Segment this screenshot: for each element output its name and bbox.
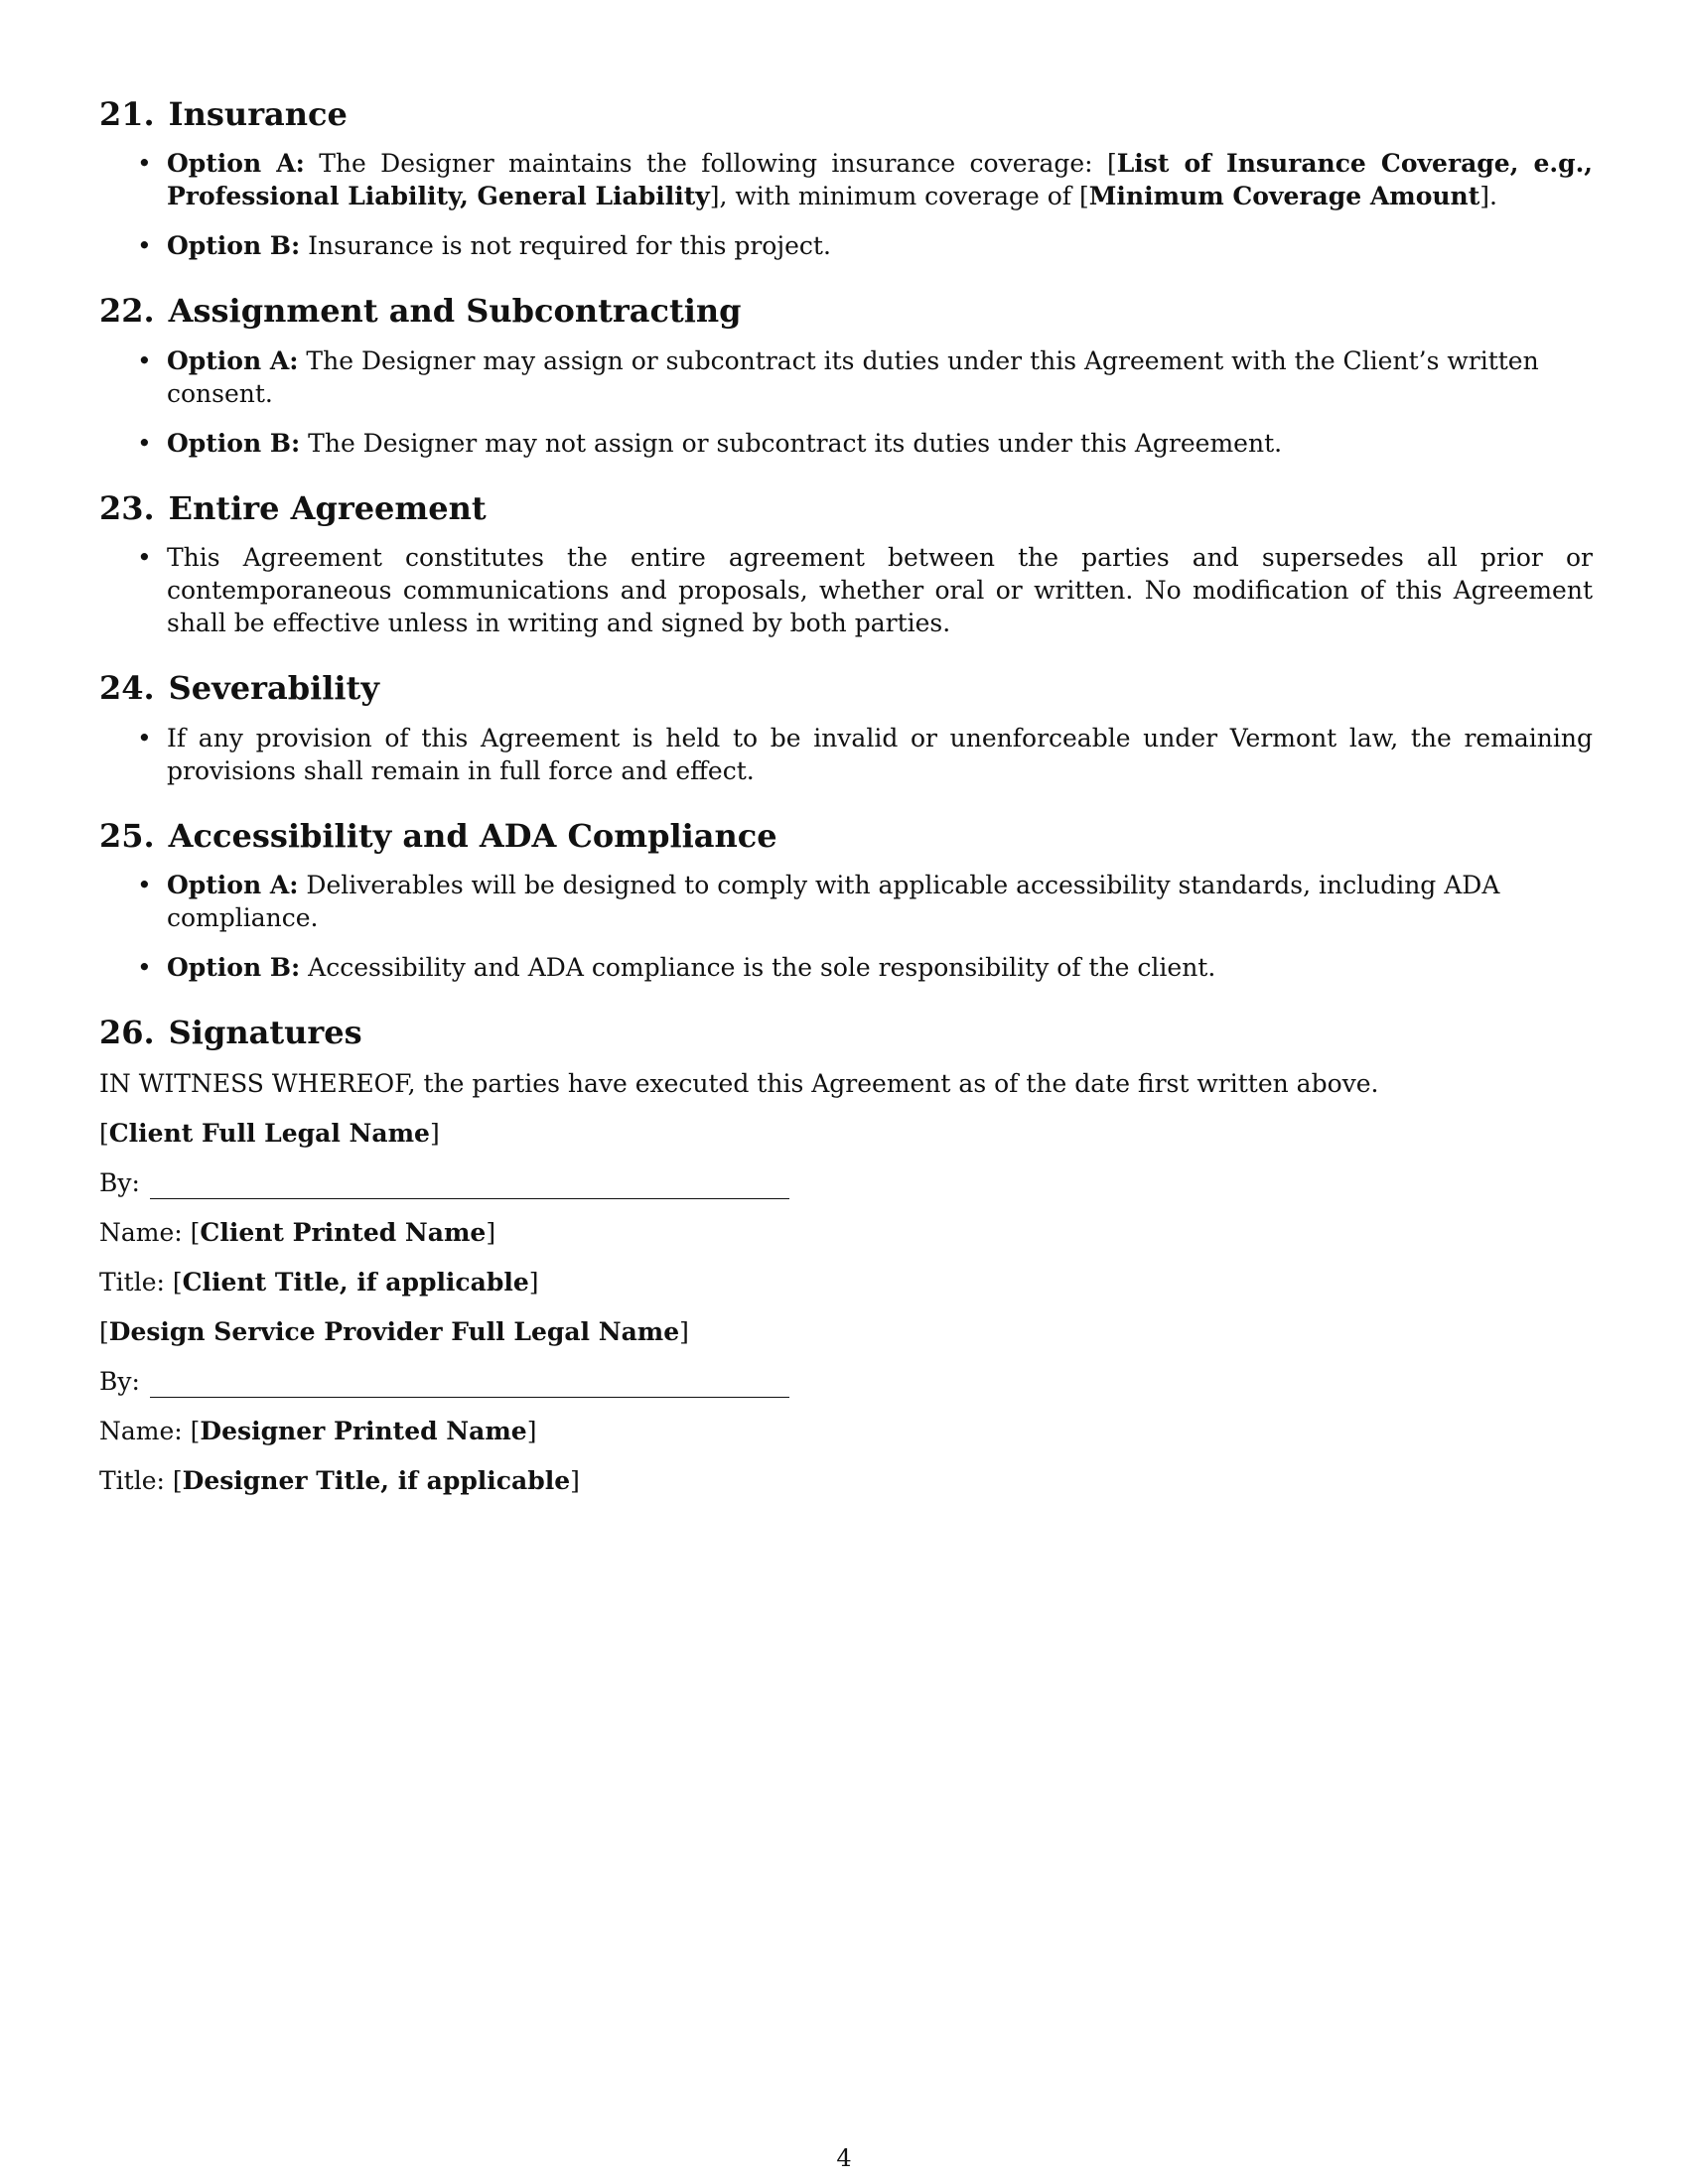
- witness-statement: IN WITNESS WHEREOF, the parties have executed this Agreement as of the date first written above.: [99, 1069, 1379, 1099]
- placeholder-field: Designer Printed Name: [200, 1417, 527, 1446]
- list-item: [99, 229, 1593, 262]
- section-number: 22.: [99, 292, 155, 331]
- option-label: Option A:: [167, 149, 305, 179]
- list-item: [99, 951, 1593, 984]
- option-label: Option B:: [167, 952, 301, 982]
- option-text: The Designer may assign or subcontract its duties under this Agreement with the Client’s written consent.: [167, 345, 1539, 408]
- placeholder-field: Minimum Coverage Amount: [1088, 182, 1480, 211]
- list-item: [99, 147, 1593, 212]
- section-number: 23.: [99, 488, 155, 527]
- option-text: ].: [1479, 182, 1497, 211]
- section-heading: [99, 95, 1593, 133]
- section-number: 21.: [99, 95, 155, 133]
- page-number: 4: [836, 2144, 852, 2172]
- option-text: Accessibility and ADA compliance is the sole responsibility of the client.: [300, 952, 1216, 982]
- option-text: The Designer maintains the following insurance coverage: [: [304, 149, 1117, 179]
- designer-signature-line[interactable]: [99, 1365, 1593, 1398]
- option-label: Option B:: [167, 428, 301, 458]
- section-number: 26.: [99, 1013, 155, 1051]
- section-heading: [99, 489, 1593, 527]
- by-label: By:: [99, 1168, 140, 1198]
- section-title: Signatures: [168, 1013, 362, 1051]
- option-label: Option B:: [167, 231, 301, 261]
- name-label: Name:: [99, 1218, 183, 1248]
- section-severability: [99, 669, 1593, 786]
- placeholder-field: Designer Title, if applicable: [182, 1466, 571, 1496]
- list-item: [99, 427, 1593, 460]
- section-title: Insurance: [168, 95, 348, 133]
- client-signature-line[interactable]: [99, 1166, 1593, 1199]
- designer-title: Title: [Designer Title, if applicable]: [99, 1466, 580, 1496]
- clause-list: [99, 541, 1593, 639]
- placeholder-field: Client Printed Name: [200, 1218, 487, 1248]
- section-entire-agreement: [99, 489, 1593, 639]
- document-page: [99, 95, 1593, 1527]
- section-title: Accessibility and ADA Compliance: [168, 816, 777, 855]
- placeholder-field: Client Title, if applicable: [182, 1268, 529, 1297]
- signature-rule[interactable]: [150, 1198, 789, 1199]
- option-label: Option A:: [167, 870, 299, 899]
- client-printed-name: Name: [Client Printed Name]: [99, 1218, 496, 1248]
- section-heading: [99, 1014, 1593, 1051]
- option-text: Deliverables will be designed to comply with applicable accessibility standards, including ADA compliance.: [167, 870, 1500, 932]
- section-number: 24.: [99, 669, 155, 708]
- option-label: Option A:: [167, 345, 299, 375]
- client-party-name: [Client Full Legal Name]: [99, 1119, 440, 1149]
- option-list: [99, 147, 1593, 262]
- client-signature-block: [99, 1117, 1593, 1298]
- option-list: [99, 869, 1593, 984]
- section-title: Severability: [168, 669, 379, 708]
- section-heading: [99, 669, 1593, 707]
- option-text: Insurance is not required for this project.: [300, 231, 831, 261]
- section-insurance: [99, 95, 1593, 262]
- option-text: The Designer may not assign or subcontract its duties under this Agreement.: [300, 428, 1283, 458]
- signature-rule[interactable]: [150, 1397, 789, 1398]
- section-title: Assignment and Subcontracting: [168, 292, 742, 331]
- by-label: By:: [99, 1367, 140, 1397]
- list-item: [99, 344, 1593, 410]
- list-item: • This Agreement constitutes the entire agreement between the parties and supersedes all prior or contemporaneous communications and proposals, whether oral or written. No modification of this Agreement shall be effective unless in writing and signed by both parties.: [99, 541, 1593, 639]
- title-label: Title:: [99, 1466, 165, 1496]
- section-heading: [99, 292, 1593, 330]
- title-label: Title:: [99, 1268, 165, 1297]
- section-heading: [99, 817, 1593, 855]
- designer-signature-block: [99, 1315, 1593, 1497]
- section-number: 25.: [99, 816, 155, 855]
- designer-party-name: [Design Service Provider Full Legal Name]: [99, 1317, 689, 1347]
- placeholder-field: List of Insurance Coverage, e.g., Professional Liability, General Liability: [167, 149, 1593, 211]
- section-signatures: [99, 1014, 1593, 1497]
- placeholder-field: Client Full Legal Name: [108, 1119, 430, 1149]
- option-text: ], with minimum coverage of [: [709, 182, 1089, 211]
- section-accessibility: [99, 817, 1593, 984]
- name-label: Name:: [99, 1417, 183, 1446]
- list-item: • If any provision of this Agreement is held to be invalid or unenforceable under Vermont law, the remaining provisions shall remain in full force and effect.: [99, 722, 1593, 787]
- option-list: [99, 344, 1593, 460]
- section-assignment: [99, 292, 1593, 459]
- placeholder-field: Design Service Provider Full Legal Name: [108, 1317, 680, 1347]
- clause-list: [99, 722, 1593, 787]
- section-title: Entire Agreement: [168, 488, 487, 527]
- client-title: Title: [Client Title, if applicable]: [99, 1268, 539, 1297]
- list-item: [99, 869, 1593, 934]
- designer-printed-name: Name: [Designer Printed Name]: [99, 1417, 537, 1446]
